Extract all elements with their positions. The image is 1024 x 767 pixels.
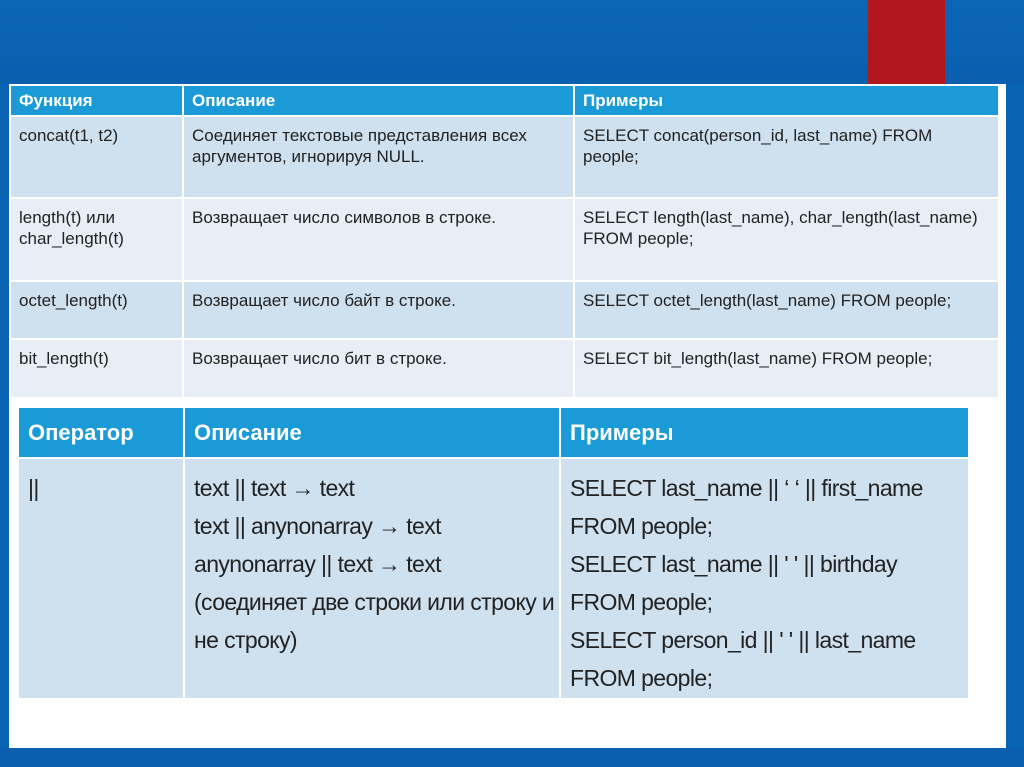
function-example: SELECT octet_length(last_name) FROM people; xyxy=(574,281,999,339)
function-name: length(t) или char_length(t) xyxy=(11,198,183,281)
function-name: bit_length(t) xyxy=(11,339,183,397)
header-function: Функция xyxy=(11,86,183,116)
header-examples: Примеры xyxy=(560,408,969,458)
slide-footer-band xyxy=(0,748,1024,767)
function-description: Возвращает число символов в строке. xyxy=(183,198,574,281)
function-description: Возвращает число байт в строке. xyxy=(183,281,574,339)
functions-header-row xyxy=(11,86,999,116)
operators-table xyxy=(19,408,970,698)
table-row xyxy=(11,198,999,281)
example-line: FROM people; xyxy=(570,589,713,615)
example-line: SELECT last_name || ‘ ‘ || first_name xyxy=(570,475,923,501)
description-line: anynonarray || text → text xyxy=(194,551,441,577)
description-line: (соединяет две строки или строку и xyxy=(194,589,555,615)
red-accent-block xyxy=(868,0,945,84)
operator-symbol: || xyxy=(19,458,184,698)
operator-examples xyxy=(560,458,969,698)
function-name: octet_length(t) xyxy=(11,281,183,339)
table-row xyxy=(11,116,999,198)
example-line: SELECT person_id || ' ' || last_name xyxy=(570,627,916,653)
example-line: FROM people; xyxy=(570,665,713,691)
function-example: SELECT concat(person_id, last_name) FROM people; xyxy=(574,116,999,198)
header-operator: Оператор xyxy=(19,408,184,458)
function-description: Возвращает число бит в строке. xyxy=(183,339,574,397)
description-line: не строку) xyxy=(194,627,297,653)
function-name: concat(t1, t2) xyxy=(11,116,183,198)
function-example: SELECT bit_length(last_name) FROM people; xyxy=(574,339,999,397)
table-row xyxy=(11,339,999,397)
function-example: SELECT length(last_name), char_length(last_name) FROM people; xyxy=(574,198,999,281)
example-line: FROM people; xyxy=(570,513,713,539)
operator-description xyxy=(184,458,560,698)
header-description: Описание xyxy=(183,86,574,116)
table-row xyxy=(19,458,969,698)
description-line: text || text → text xyxy=(194,475,355,501)
table-row xyxy=(11,281,999,339)
header-examples: Примеры xyxy=(574,86,999,116)
functions-table xyxy=(11,86,1000,397)
function-description: Соединяет текстовые представления всех аргументов, игнорируя NULL. xyxy=(183,116,574,198)
operators-header-row xyxy=(19,408,969,458)
header-description: Описание xyxy=(184,408,560,458)
description-line: text || anynonarray → text xyxy=(194,513,441,539)
example-line: SELECT last_name || ' ' || birthday xyxy=(570,551,898,577)
